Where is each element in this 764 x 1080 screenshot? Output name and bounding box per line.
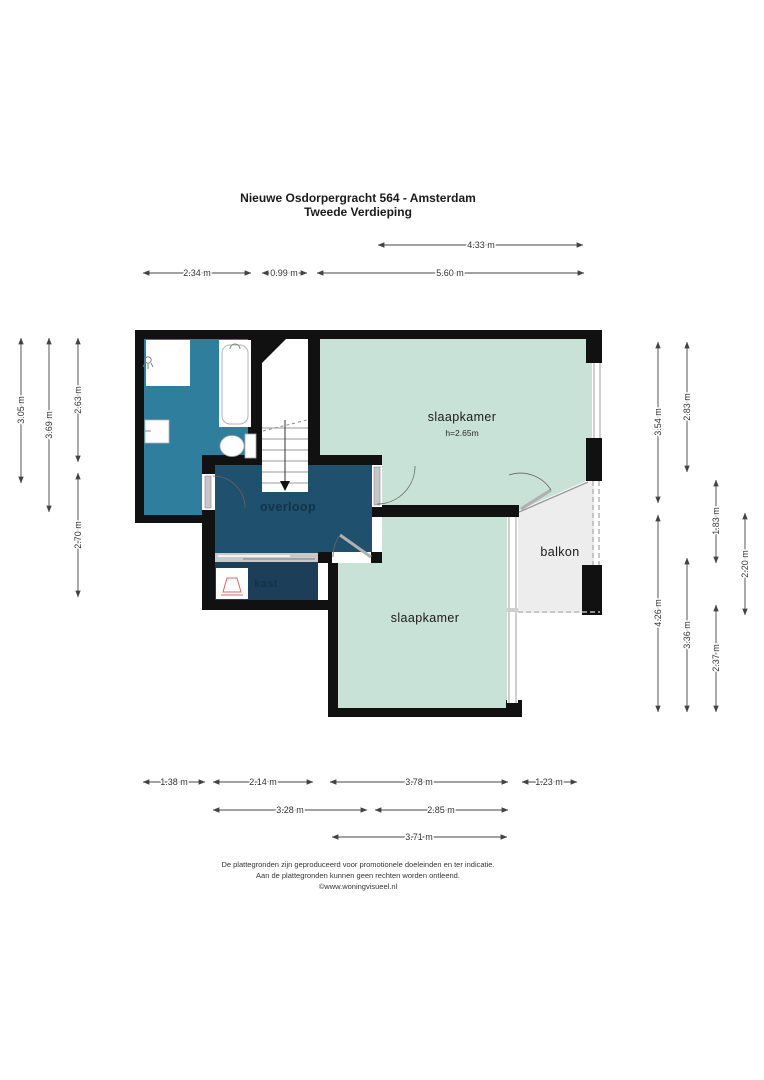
footer-disclaimer-2: Aan de plattegronden kunnen geen rechten worden ontleend. xyxy=(256,871,460,880)
dim-bottom-2-85 xyxy=(375,805,508,815)
dim-label: 3.05 m xyxy=(16,396,26,424)
dim-label: 3.71 m xyxy=(405,832,433,842)
label-slaapkamer-bottom: slaapkamer xyxy=(390,611,460,625)
page-title: Nieuwe Osdorpergracht 564 - Amsterdam xyxy=(240,191,476,205)
dim-label: 2.83 m xyxy=(682,393,692,421)
window-slaapkamer-bottom xyxy=(507,517,518,703)
bathtub-body xyxy=(219,340,251,427)
dim-label: 2.37 m xyxy=(711,644,721,672)
window-tick xyxy=(507,608,518,612)
dim-label: 5.60 m xyxy=(436,268,464,278)
dim-label: 2.14 m xyxy=(249,777,277,787)
wall-segment xyxy=(328,708,522,717)
door-leaf xyxy=(374,467,380,505)
dim-label: 3.36 m xyxy=(682,621,692,649)
dim-right-4-26 xyxy=(653,515,663,712)
dim-right-2-37 xyxy=(711,605,721,712)
dim-top-2-34 xyxy=(143,268,251,278)
label-slaapkamer-top-height: h=2.65m xyxy=(445,428,479,438)
footer-copyright: ©www.woningvisueel.nl xyxy=(318,882,398,891)
wall-segment xyxy=(373,505,519,517)
dim-label: 2.20 m xyxy=(740,550,750,578)
kast-fixtures xyxy=(216,568,248,599)
dim-bottom-2-14 xyxy=(213,777,313,787)
sliding-door-kast xyxy=(215,553,318,562)
sliding-door-track xyxy=(215,553,318,562)
label-overloop: overloop xyxy=(260,500,316,514)
window-slaapkamer-top xyxy=(592,363,602,438)
wall-segment xyxy=(135,330,144,523)
dim-label: 4.26 m xyxy=(653,599,663,627)
dim-label: 1.83 m xyxy=(711,507,721,535)
wall-segment xyxy=(308,339,320,465)
dim-top-0-99 xyxy=(262,268,307,278)
washbasin xyxy=(145,420,169,443)
dim-left-2-70 xyxy=(73,473,83,597)
wall-segment xyxy=(586,438,602,481)
dim-label: 2.63 m xyxy=(73,386,83,414)
dim-bottom-3-71 xyxy=(332,832,507,842)
dimensions-right xyxy=(653,342,750,712)
dim-bottom-3-28 xyxy=(213,805,367,815)
toilet-cistern xyxy=(245,434,256,458)
door-leaf xyxy=(205,476,211,508)
dim-label: 3.28 m xyxy=(276,805,304,815)
dim-label: 1.23 m xyxy=(535,777,563,787)
dim-left-2-63 xyxy=(73,338,83,462)
dim-top-4-33 xyxy=(378,240,583,250)
footer xyxy=(221,860,494,891)
dim-label: 2.85 m xyxy=(427,805,455,815)
dim-left-3-05 xyxy=(16,338,26,483)
mechanical-unit xyxy=(216,568,248,599)
dimensions-left xyxy=(16,338,83,597)
dim-label: 2.70 m xyxy=(73,521,83,549)
dim-top-5-60 xyxy=(317,268,584,278)
dim-bottom-3-78 xyxy=(330,777,508,787)
dim-label: 3.78 m xyxy=(405,777,433,787)
toilet-bowl xyxy=(220,436,244,457)
dim-label: 3.54 m xyxy=(653,408,663,436)
wall-segment xyxy=(328,552,338,717)
bathtub xyxy=(219,340,251,427)
wall-segment xyxy=(135,330,602,339)
label-balkon: balkon xyxy=(540,545,580,559)
toilet xyxy=(220,434,256,458)
dimensions-bottom xyxy=(143,777,577,842)
dim-label: 3.69 m xyxy=(44,411,54,439)
dim-label: 4.33 m xyxy=(467,240,495,250)
wall-segment xyxy=(582,565,602,615)
dim-bottom-1-38 xyxy=(143,777,205,787)
page-subtitle: Tweede Verdieping xyxy=(304,205,412,219)
dimensions-top xyxy=(143,240,584,278)
dim-label: 2.34 m xyxy=(183,268,211,278)
dim-right-3-36 xyxy=(682,558,692,712)
dim-left-3-69 xyxy=(44,338,54,512)
dim-right-2-20 xyxy=(740,513,750,615)
wall-segment xyxy=(202,600,338,610)
wall-segment xyxy=(586,339,602,363)
label-slaapkamer-top: slaapkamer xyxy=(427,410,497,424)
dim-right-3-54 xyxy=(653,342,663,503)
dim-right-1-83 xyxy=(711,480,721,563)
footer-disclaimer-1: De plattegronden zijn geproduceerd voor promotionele doeleinden en ter indicatie. xyxy=(221,860,495,869)
label-kast: kast xyxy=(254,578,278,590)
shower xyxy=(146,340,190,386)
dim-bottom-1-23 xyxy=(522,777,577,787)
dim-label: 1.38 m xyxy=(160,777,188,787)
dim-right-2-83 xyxy=(682,342,692,472)
dim-label: 0.99 m xyxy=(270,268,298,278)
